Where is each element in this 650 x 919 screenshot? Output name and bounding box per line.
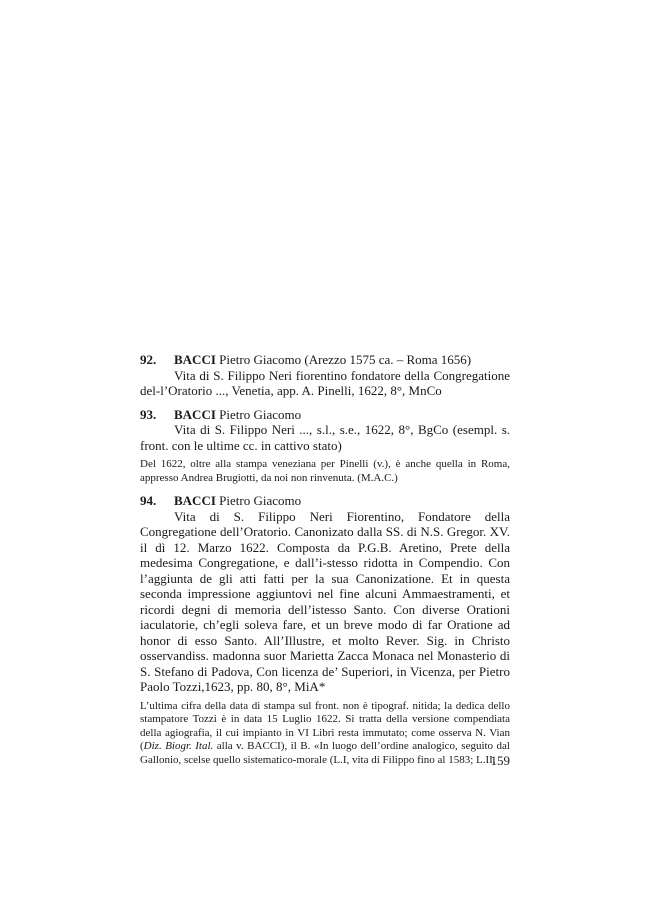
entry-note-citation: Diz. Biogr. Ital. [143, 740, 214, 753]
catalog-entries [140, 352, 510, 768]
catalog-entry-93 [140, 407, 510, 486]
entry-title: Vita di S. Filippo Neri Fiorentino, Fondatore della Congregatione dell’Oratorio. Canonizato dalla SS. di N.S. Gregor. XV. il dì 12. Marzo 1622. Composta da P.G.B. Aretino, Prete della medesima Congregatione, e dall’i-stesso ridotta in Compendio. Con l’aggiunta de gli atti fatti per la sua Canonizatione. Et in questa seconda impressione aggiuntovi nel fine alcuni Ammaestramenti, et ricordi degni di memoria dell’istesso Santo. Con diverse Orationi iaculatorie, ch’egli soleva fare, et un breve modo di far Oratione ad honor di esso Santo. All’Illustre, et molto Rever. Sig. in Christo osservandiss. madonna suor Marietta Zacca Monaca nel Monasterio di S. Stefano di Padova, Con licenza de’ Superiori, in Vicenza, per Pietro Paolo Tozzi,1623, pp. 80, 8°, MiA* [140, 508, 510, 695]
entry-heading [140, 493, 510, 509]
entry-note-text: L’ultima cifra della data di stampa sul front. non è tipograf. nitida; la dedica dello stampatore Tozzi è in data 15 Luglio 1622. Si tratta della versione compendiata della agiografia, il cui impianto in VI Libri resta immutato; come osserva N. Vian ( [140, 699, 510, 753]
entry-title: Vita di S. Filippo Neri ..., s.l., s.e., 1622, 8°, BgCo (esempl. s. front. con le ultime cc. in cattivo stato) [140, 422, 510, 453]
entry-author: BACCI [174, 352, 216, 367]
entry-note: Del 1622, oltre alla stampa veneziana per Pinelli (v.), è anche quella in Roma, appresso Andrea Brugiotti, da noi non rinvenuta. (M.A.C.) [140, 458, 510, 484]
entry-note [140, 700, 510, 768]
entry-heading [140, 352, 510, 368]
entry-heading [140, 407, 510, 423]
entry-number: 94. [140, 493, 157, 509]
page-number: 159 [490, 753, 510, 768]
entry-title: Vita di S. Filippo Neri fiorentino fondatore della Congregatione del-l’Oratorio ..., Venetia, app. A. Pinelli, 1622, 8°, MnCo [140, 367, 510, 398]
entry-author-details: Pietro Giacomo [215, 406, 302, 422]
entry-author: BACCI [174, 406, 216, 422]
entry-author-details: Pietro Giacomo (Arezzo 1575 ca. – Roma 1656) [215, 352, 472, 367]
entry-author-details: Pietro Giacomo [215, 493, 302, 509]
entry-number: 93. [140, 406, 157, 422]
entry-note-text-continued: alla v. BACCI), il B. «In luogo dell’ordine analogico, seguito dal Gallonio, scelse quello sistematico-morale (L.I, vita di Filippo fino al 1583; L.II, [140, 740, 510, 767]
catalog-entry-92 [140, 352, 510, 399]
catalog-entry-94 [140, 493, 510, 767]
entry-author: BACCI [174, 493, 216, 509]
entry-number: 92. [140, 352, 157, 367]
